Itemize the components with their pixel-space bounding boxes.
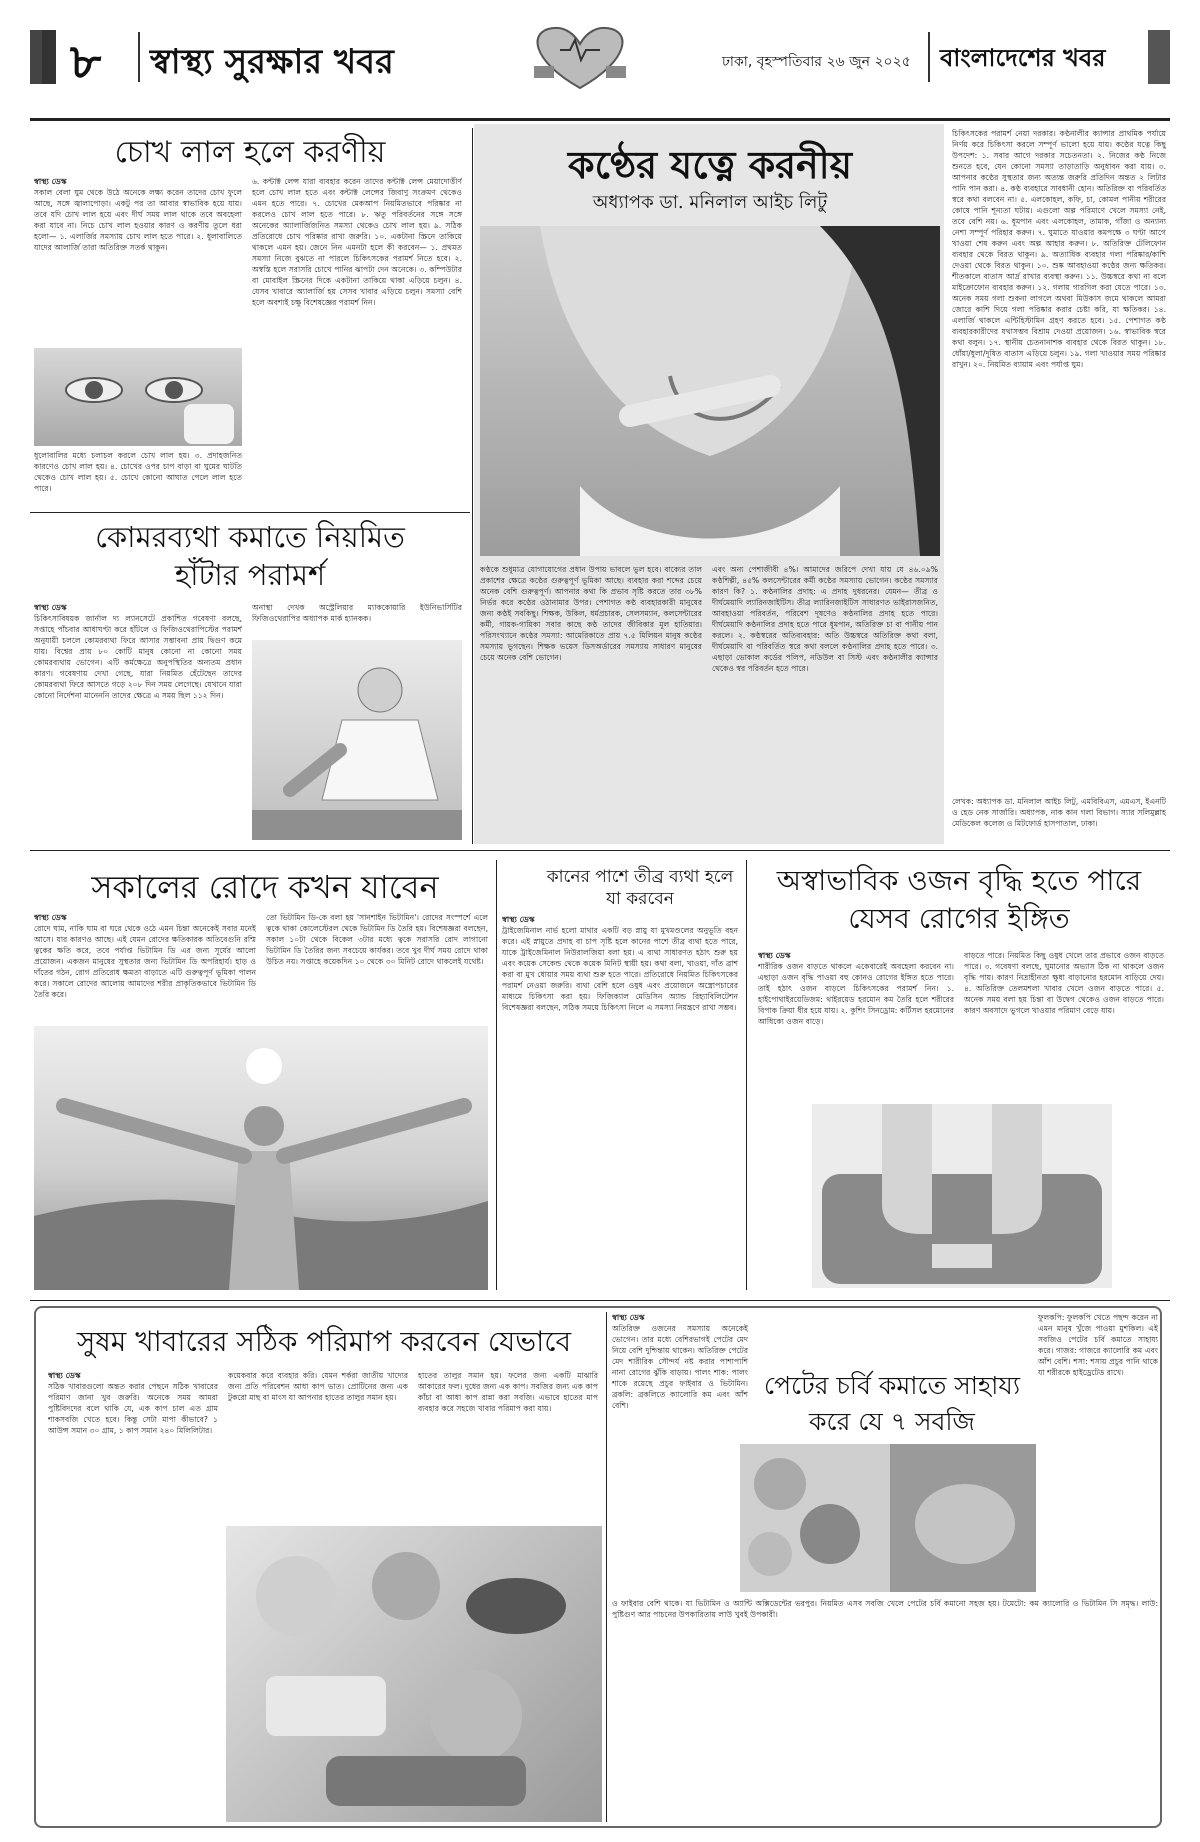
lower-rule: [30, 1300, 1170, 1301]
throat-photo: [480, 226, 940, 556]
eye-col2-text: ৬. কন্টাক্ট লেন্স যারা ব্যবহার করেন তাদের কন্টাক্ট লেন্স মেয়াদোত্তীর্ণ হলে চোখ লাল হতে এবং কন্টাক্ট লেন্সের জিবাণু সংক্রমণ থেকেও এমন হতে পারে। ৭. চোখের মেকআপ নিয়মিতভাবে পরিষ্কার না করলেও চোখ লাল হতে পারে। ৮. ঋতু পরিবর্তনের সঙ্গে সঙ্গে অনেকের অ্যালার্জিজনিত সমস্যা থেকেও চোখ লাল হয়। ৯. সঠিক প্রতিরোধে চোখ পরিষ্কার রাখা জরুরি। ১০. একটানা স্ক্রিনে তাকিয়ে থাকলে এমন হয়। জেনে নিন এমনটা হলে কী করবেন— ১. প্রথমত সমস্যা নিজে বুঝতে না পারলে চিকিৎসকের পরামর্শ নিতে হবে। ২. অস্বস্তি হলে সরাসরি চোখে পানির ঝাপটা দেন অনেকে। ৩. কম্পিউটার বা মোবাইল স্ক্রিনের দিকে একটানা তাকিয়ে থাকা এড়িয়ে চলুন। ৪. যেসব খাবারে অ্যালার্জি হয় সেসব খাবার এড়িয়ে চলুন। সমস্যা বেশি হলে অবশ্যই চক্ষু বিশেষজ্ঞের পরামর্শ নিন।: [252, 177, 462, 307]
belly-photo: [740, 1444, 1036, 1592]
throat-col1-text: কণ্ঠকে শুধুমাত্র যোগাযোগের প্রধান উপায় ভাবলে ভুল হবে। বাক্যের তাল প্রকাশের ক্ষেত্রে কণ্ঠের গুরুত্বপূর্ণ ভূমিকা আছে। ব্যবহার করা শব্দের চেয়ে অনেক বেশি গুরুত্বপূর্ণ। আপনার কথা কি প্রভাব সৃষ্টি করতে তার ৩৮% নির্ভর করে কণ্ঠের ওঠানামার উপর। পেশাগত কণ্ঠ ব্যবহারকারী মানুষের জন্য কণ্ঠই সবকিছু। শিক্ষক, উকিল, ধর্মপ্রচারক, সেলসম্যান, কলসেন্টারের কর্মী, গায়ক-গায়িকা সবার কাছে কণ্ঠ তাদের জীবিকার মূল হাতিয়ার। পরিসংখ্যানে কণ্ঠের সমস্যা: আমেরিকাতে প্রায় ৭.৫ মিলিয়ন মানুষ কণ্ঠের সমস্যায় ভুগছেন। শিক্ষক ভয়েস ডিসঅর্ডারের সমস্যায় সাধারণ মানুষের চেয়ে অনেক বেশি ভোগেন।: [480, 565, 702, 662]
paper-name: বাংলাদেশের খবর: [940, 44, 1106, 72]
throat-col3-text: চিকিৎসকের পরামর্শ নেয়া দরকার। কণ্ঠনালীর ক্যান্সার প্রাথমিক পর্যায়ে নির্ণয় করে চিকিৎসা করলে সম্পূর্ণ ভালো হয়ে যায়। কণ্ঠের যত্নে কিছু উপদেশ: ১. সবার আগে দরকার সচেতনতা। ২. নিজের কণ্ঠ নিজে শুনতে হবে, যেন কোনো সমস্যা তাড়াতাড়ি অনুধাবন করা যায়। ৩. আপনার কণ্ঠের সুস্থতার জন্য অত্যন্ত জরুরি প্রতিদিন অন্তত ২ লিটার পানি পান করা। ৪. কণ্ঠ ব্যবহারে সাবধানী হোন। অতিরিক্ত বা পরিবর্তিত স্বরে কথা বলবেন না। ৫. এলকোহল, কফি, চা, কোমল পানীয় শরীরের কোষে পানি শূন্যতা ঘটায়। এগুলো অল্প পরিমাণে খেলে সমস্যা নেই, তবে বেশি নয়। ৬. ধূমপান এবং এলকোহল, তামাক, গাঁজা ও অন্যান্য নেশা সম্পূর্ণ পরিহার করুন। ৭. ঘুমাতে যাওয়ার কমপক্ষে ৩ ঘণ্টা আগে খাওয়া শেষ করুন এবং অল্প আহার করুন। ৮. অতিরিক্ত টেলিফোন ব্যবহার থেকে বিরত থাকুন। ৯. অত্যাধিক ব্যবহার গলা পরিষ্কার/কাশি দেওয়া থেকে বিরত থাকুন। ১০. শুষ্ক আবহাওয়া কণ্ঠের জন্য ক্ষতিকর। শীতকালে বাতাস আর্দ্র রাখার ব্যবস্থা করুন। ১১. উচ্চস্বরে কথা না বলে মাইক্রোফোন ব্যবহার করুন। ১২. গলায় গারগিল করা যেতে পারে। ১৩. অনেক সময় গলা শুকনা লাগলে অথবা মিউকাস জমে থাকলে আমরা জোরে কাশি দিয়ে গলা পরিষ্কার করার চেষ্টা করি, যা ক্ষতিকর। ১৪. এলার্জি থাকলে এন্টিহিস্টামিন গ্রহণ করতে হবে। ১৫. পেশাগত কণ্ঠ ব্যবহারকারীদের যথাসম্ভব বিশ্রাম দেওয়া প্রয়োজন। ১৬. স্বাভাবিক স্বরে কথা বলুন। ১৭. স্থানীয় চেতনানাশক ব্যবহার থেকে বিরত থাকুন। ১৮. ধোঁয়া/ধুলা/দূষিত বাতাস এড়িয়ে চলুন। ১৯. গলা খাওয়ার সময় পরিষ্কার রাখুন। ২০. নিয়মিত ব্যায়াম এবং পর্যাপ্ত ঘুম।: [952, 129, 1166, 369]
food-col2-text: কয়েকবার করে ব্যবহার করি। যেমন শর্করা জাতীয় খাদ্যের জন্য প্রতি পরিবেশন আধা কাপ ভাত। প্রোটিনের জন্য এক টুকরো মাছ বা মাংস যা আপনার হাতের তালুর সমান হয়।: [228, 1371, 408, 1402]
weight-col1-text: শারীরিক ওজন বাড়তে থাকলে একেবারেই অবহেলা করবেন না। এছাড়া ওজন বৃদ্ধি পাওয়া বহু কোনও রোগের ইঙ্গিত হতে পারে। তাই হঠাৎ ওজন বাড়লে চিকিৎসকের পরামর্শ নিন। ১. হাইপোথাইরয়েডিজম: থাইরয়েড হরমোন কম তৈরি হলে শরীরের বিপাক ক্রিয়া ধীর হয়ে যায়। ২. কুশিং সিনড্রোম: কর্টিসল হরমোনের আধিক্যে ওজন বাড়ে।: [758, 962, 954, 1026]
sun-desk: স্বাস্থ্য ডেস্ক: [34, 913, 67, 922]
food-article-col1: [48, 1370, 218, 1820]
backpain-col1-text: চিকিৎসাবিষয়ক জার্নাল দ্য ল্যানসেটে প্রকাশিত গবেষণা বলছে, সপ্তাহে পাঁচবার আধাঘণ্টা করে হাঁটলে ও ফিজিওথেরাপিস্টের পরামর্শ অনুযায়ী চললে কোমরব্যথা ফিরে আসার সম্ভাবনা প্রায় দ্বিগুণ কমে যায়। বিশ্বের প্রায় ৮০ কোটি মানুষ কোনো না কোনো সময় কোমরব্যথায় ভোগেন। এটি কর্মক্ষেত্রে অনুপস্থিতির অন্যতম প্রধান কারণ। গবেষণায় দেখা গেছে, যারা নিয়মিত হেঁটেছেন তাদের কোমরব্যথা ফিরে আসতে গড়ে ২০৮ দিন সময় লেগেছে। যেখানে যারা কোনো নির্দেশনা মানেননি তাদের ক্ষেত্রে এ সময় ছিল ১১২ দিন।: [34, 614, 242, 700]
throat-author-note: [952, 796, 1166, 842]
backpain-photo: [252, 640, 462, 840]
eye-col1b-text: ধুলোবালির মধ্যে চলাচল করলে চোখ লাল হয়। ৩. প্রদাহজনিত কারণেও চোখ লাল হয়। ৪. চোখের ওপর চাপ বাড়া বা ঘুমের ঘাটতি থেকেও চোখ লাল হয়। ৫. চোখে কোনো আঘাত পেলে লাল হতে পারে।: [34, 451, 242, 493]
food-article-title: সুষম খাবারের সঠিক পরিমাপ করবেন যেভাবে: [76, 1325, 572, 1358]
eye-article-title: চোখ লাল হলে করণীয়: [114, 135, 386, 170]
sun-article-col1: [34, 912, 256, 1024]
right-accent-bar: [1148, 30, 1170, 84]
throat-author-note-text: লেখক: অধ্যাপক ডা. মনিলাল আইচ লিটু, এমবিবিএস, এমএস, ইএনটি ও হেড নেক সার্জারি। অধ্যাপক, নাক কান গলা বিভাগ। স্যার সলিমুল্লাহ মেডিকেল কলেজ ও মিটফোর্ড হাসপাতাল, ঢাকা।: [952, 797, 1166, 828]
header-rule: [30, 118, 1170, 121]
weight-col2-text: বাড়তে পারে। নিয়মিত কিছু ওষুধ খেলে তার প্রভাবে ওজন বাড়তে পারে। ৩. গবেষণা বলছে, ঘুমানোর অভ্যাস ঠিক না থাকলে ওজন বৃদ্ধি পায়। কারণ নিদ্রাহীনতা ক্ষুধা বাড়ানোর হরমোন বাড়িয়ে দেয়। ৪. অতিরিক্ত তেলমশলা খাবার খেলে ওজন বাড়তে পারে। ৫. অনেক সময় বলা হয় চিন্তা বা উদ্বেগ থেকেও ওজন বাড়তে পারে। কারণ অবসাদে ভুগলে খাওয়ার পরিমাণ বেড়ে যায়।: [964, 951, 1164, 1015]
belly-col3-text: ও ফাইবার বেশি থাকে। যা ভিটামিন ও অ্যান্টি অক্সিডেন্টের ভরপুর। নিয়মিত এসব সবজি খেলে পেটের চর্বি কমানো সহজ হয়। টমেটো: কম ক্যালোরি ও ভিটামিন সি সমৃদ্ধ। লাউ: পুষ্টিগুণ আর পাচনের উপকারিতায় লাউ খুবই উপকারী।: [612, 1599, 1158, 1619]
ear-desk: স্বাস্থ্য ডেস্ক: [502, 915, 535, 924]
sun-col1-text: রোদে ঘাম, নাকি ঘাম বা ঘরে থেকে ওঠে এমন চিন্তা অনেকেই সবার মনেই আসে। যার কারণও আছে। এই যেমন রোদের ক্ষতিকারক অতিবেগুনি রশ্মি ত্বকের ক্ষতি করে, তবে পর্যাপ্ত ভিটামিন ডি এর জন্য সূর্যের আলো প্রয়োজন। একজন মানুষের সুস্থতার জন্য ভিটামিন ডি অপরিহার্য। হাড় ও দাঁতের গঠন, রোগ প্রতিরোধ ক্ষমতা বাড়াতে এটি গুরুত্বপূর্ণ ভূমিকা পালন করে। সকালে রোদের আলোয় আমাদের শরীর প্রাকৃতিকভাবে ভিটামিন ডি তৈরি করে।: [34, 924, 256, 999]
belly-article-col3: [612, 1598, 1158, 1820]
throat-article-col3: [952, 128, 1166, 788]
ear-col1-text: ট্রাইজেমিনাল নার্ভ হলো মাথার একটি বড় স্নায়ু যা মুখমণ্ডলের অনুভূতি বহন করে। এই স্নায়ুতে প্রদাহ বা চাপ সৃষ্টি হলে কানের পাশে তীব্র ব্যথা হতে পারে, যাকে ট্রাইজেমিনাল নিউরালজিয়া বলা হয়। এ ব্যথা সাধারণত হঠাৎ শুরু হয় এবং কয়েক সেকেন্ড থেকে কয়েক মিনিট স্থায়ী হয়। কথা বলা, খাওয়া, দাঁত ব্রাশ করা বা মুখ ধোয়ার সময় ব্যথা শুরু হতে পারে। প্রতিরোধে নিয়মিত চিকিৎসকের পরামর্শ নেওয়া জরুরি। ব্যথা বেশি হলে ওষুধ এবং প্রয়োজনে অস্ত্রোপচারের মাধ্যমে চিকিৎসা করা হয়। ফিজিক্যাল মেডিসিন অ্যান্ড রিহ্যাবিলিটেশন বিশেষজ্ঞরা বলছেন, সঠিক সময়ে চিকিৎসা নিলে এ সমস্যা নিয়ন্ত্রণে রাখা সম্ভব।: [502, 926, 738, 1012]
throat-col2-text: এবং অন্য পেশাজীবী ৪%। আমাদের জরিপে দেখা যায় যে ৪৬.০৯% কণ্ঠশিল্পী, ৪৫% কলসেন্টারের কর্মী কণ্ঠের সমস্যায় ভোগেন। কণ্ঠের সমস্যার কারণ কি? ১. কণ্ঠনালির প্রদাহ: এ প্রদাহ দুধরনের। যেমন— তীব্র ও দীর্ঘমেয়াদি ল্যারিনজাইটিস। তীব্র ল্যারিনজাইটিস সাধারণত ভাইরাসজনিত, আবহাওয়া পরিবর্তন, পরিবেশ দূষণেও কণ্ঠনালির প্রদাহ হতে পারে। দীর্ঘমেয়াদি কণ্ঠনালির প্রদাহ হতে পারে ধূমপান, অতিরিক্ত চা বা পানীয় পান করলে। ২. কণ্ঠস্বরের অতিব্যবহার: অতি উচ্চস্বরে অতিরিক্ত কথা বলা, দীর্ঘমেয়াদি বা পরিবর্তিত স্বরে কথা বললে কণ্ঠনালির প্রদাহ হতে পারে। ৩. এছাড়া ভোকাল কর্ডের পলিপ, নডিউল বা সিস্ট এবং কণ্ঠনালীর ক্যান্সার থেকেও স্বর পরিবর্তন হতে পারে।: [712, 565, 938, 673]
belly-desk: স্বাস্থ্য ডেস্ক: [612, 1313, 645, 1322]
belly-article-col2: [1038, 1312, 1158, 1552]
sun-photo: [34, 1026, 488, 1290]
eye-article-col1: [34, 176, 242, 346]
backpain-article-col2: [252, 602, 462, 632]
throat-article-byline: অধ্যাপক ডা. মনিলাল আইচ লিটু: [592, 192, 828, 213]
food-belly-rule: [606, 1312, 607, 1822]
backpain-desk: স্বাস্থ্য ডেস্ক: [34, 603, 67, 612]
food-article-col2: [228, 1370, 408, 1520]
throat-article-col1: [480, 564, 702, 840]
eye-col1-text: সকাল বেলা ঘুম থেকে উঠে অনেকে লক্ষ্য করেন তাদের চোখ ফুলে আছে, সঙ্গে জ্বালাপোড়া। একটু পর তা আবার স্বাভাবিক হয়ে যায়। তবে যদি চোখ লাল হয়ে এবং দীর্ঘ সময় লাল থাকে তবে অবহেলা করা যাবে না। নিচে চোখ লাল হওয়ার কারণ ও করণীয় তুলে ধরা হলো— ১. এলার্জির সমস্যায় চোখ লাল হতে পারে। ২. ধুলাবালিতে যাদের আলার্জি তারা অতিরিক্ত সতর্ক থাকুন।: [34, 188, 242, 252]
eye-bottom-rule: [30, 512, 470, 513]
weight-scale-photo: [812, 1104, 1112, 1288]
ear-article-col1: [502, 914, 738, 1290]
backpain-article-title: কোমরব্যথা কমাতে নিয়মিত হাঁটার পরামর্শ: [95, 520, 405, 592]
sun-article-col2: [266, 912, 488, 1024]
food-article-col3: [418, 1370, 598, 1520]
food-desk: স্বাস্থ্য ডেস্ক: [48, 1371, 81, 1380]
date-line: ঢাকা, বৃহস্পতিবার ২৬ জুন ২০২৫: [722, 54, 911, 70]
header-divider: [138, 32, 140, 82]
throat-article-col2: [712, 564, 938, 840]
belly-article-col1: [612, 1312, 748, 1422]
header-divider-right: [928, 32, 930, 82]
sun-col2-text: তো ভিটামিন ডি-কে বলা হয় 'সানশাইন ভিটামিন'। রোদের সংস্পর্শে এলে ত্বকে থাকা কোলেস্টেরল থেকে ভিটামিন ডি তৈরি হয়। বিশেষজ্ঞরা বলছেন, সকাল ১০টা থেকে বিকেল ৩টার মধ্যে ত্বকে সরাসরি রোদ লাগানো ভিটামিন ডি তৈরির জন্য সবচেয়ে কার্যকর। তবে খুব দীর্ঘ সময় রোদে থাকা উচিত নয়। সপ্তাহে কয়েকদিন ১০ থেকে ৩০ মিনিট রোদে থাকলেই যথেষ্ট।: [266, 913, 488, 966]
sun-ear-rule: [496, 860, 497, 1290]
weight-article-col2: [964, 950, 1164, 1100]
food-photo: [226, 1526, 602, 1822]
section-title: স্বাস্থ্য সুরক্ষার খবর: [150, 42, 394, 82]
left-column-rule: [472, 128, 473, 844]
eye-article-col2: [252, 176, 462, 506]
food-col1-text: সঠিক খাবারগুলো অন্তত করার পেছনে সঠিক খাবারের পরিমাণ জানা খুব জরুরি। অনেকে সময় আমরা পুষ্টিবিদদের বলে থাকি যে, এক কাপ চাল এত গ্রাম শাকসবজি খেতে হবে। কিন্তু সেটা মাপা কীভাবে? ১ আউন্স সমান ৩০ গ্রাম, ১ কাপ সমান ২৪০ মিলিলিটার।: [48, 1382, 218, 1435]
eye-photo: [34, 348, 242, 446]
ear-weight-rule: [746, 860, 747, 1290]
weight-article-title: অস্বাভাবিক ওজন বৃদ্ধি হতে পারে যেসব রোগের ইঙ্গিত: [776, 864, 1142, 935]
food-col3-text: হাতের তালুর সমান হয়। ফলের জন্য একটি মাঝারি আকারের ফল। দুধের জন্য এক কাপ। সবজির জন্য এক কাপ কাঁচা বা আধা কাপ রান্না করা সবজি। এভাবে হাতের মাপ ব্যবহার করে সহজে খাবার পরিমাপ করা যায়।: [418, 1371, 598, 1413]
belly-article-title: পেটের চর্বি কমাতে সাহায্য করে যে ৭ সবজি: [763, 1371, 1021, 1436]
belly-col1-text: অতিরিক্ত ওজনের সমস্যায় অনেকেই ভোগেন। তার মধ্যে বেশিরভাগই পেটের মেদ নিয়ে বেশি দুশ্চিন্তায় থাকেন। অতিরিক্ত পেটের মেদ শারীরিক সৌন্দর্য নষ্ট করার পাশাপাশি নানা রোগের ঝুঁকি বাড়ায়। পালং শাক: পালং শাকে রয়েছে প্রচুর ফাইবার ও ভিটামিন। ব্রকলি: ব্রকলিতে ক্যালোরি কম এবং আঁশ বেশি।: [612, 1324, 748, 1410]
backpain-col2-text: অনাস্থা দেখক অস্ট্রেলিয়ার ম্যাককোয়ারি ইউনিভার্সিটির ফিজিওথেরাপির অধ্যাপক মার্ক হ্যানকক।: [252, 603, 462, 623]
mid-rule: [30, 850, 1170, 851]
weight-article-col1: [758, 950, 954, 1100]
page-number: ৮: [70, 34, 102, 90]
sun-article-title: সকালের রোদে কখন যাবেন: [91, 868, 439, 906]
throat-article-title: কণ্ঠের যত্নে করনীয়: [567, 142, 852, 187]
belly-col2-text: ফুলকপি: ফুলকপি খেতে পছন্দ করেন না এমন মানুষ খুঁজে পাওয়া মুশকিল। এই সবজিও পেটের চর্বি কমাতে সাহায্য করে। গাজর: গাজরে ক্যালোরি কম এবং আঁশ বেশি। শসা: শসায় প্রচুর পানি থাকে যা শরীরকে হাইড্রেটেড রাখে।: [1038, 1313, 1158, 1377]
masthead: [30, 22, 1170, 122]
backpain-article-col1: [34, 602, 242, 842]
ear-article-title: কানের পাশে তীব্র ব্যথা হলে যা করবেন: [546, 867, 734, 909]
heart-emblem-icon: [520, 22, 640, 92]
eye-article-col1b: [34, 450, 242, 506]
page-number-box: [42, 30, 130, 90]
eye-desk: স্বাস্থ্য ডেস্ক: [34, 177, 67, 186]
weight-desk: স্বাস্থ্য ডেস্ক: [758, 951, 791, 960]
